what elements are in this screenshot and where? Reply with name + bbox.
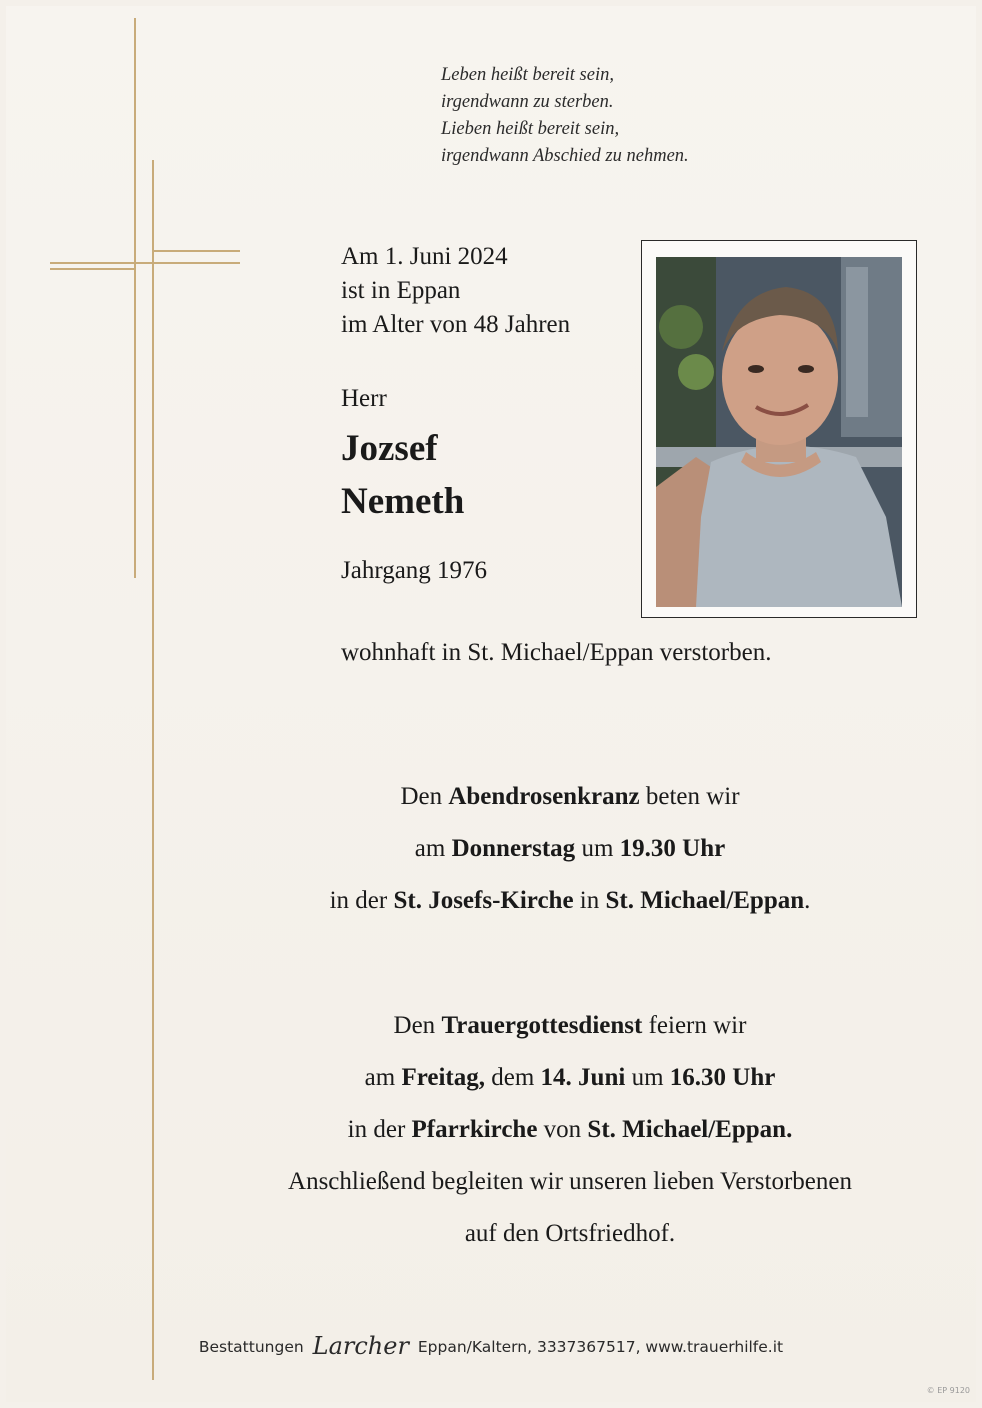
deceased-name: [341, 422, 464, 528]
text: Den: [400, 783, 449, 810]
text: .: [804, 887, 811, 914]
text: beten wir: [639, 783, 740, 810]
event-day: Donnerstag: [451, 835, 576, 862]
text: um: [625, 1064, 670, 1091]
portrait-frame: [641, 240, 917, 618]
funeral-announcement: [160, 1000, 980, 1260]
event-date: 14. Juni: [540, 1064, 626, 1091]
church-name: Pfarrkirche: [411, 1116, 538, 1143]
undertaker-logo: Larcher: [312, 1332, 409, 1360]
first-name: Jozsef: [341, 428, 438, 469]
portrait-photo: [656, 257, 902, 607]
text: in der: [329, 887, 394, 914]
verse-line: Leben heißt bereit sein,: [441, 65, 614, 85]
residence-line: wohnhaft in St. Michael/Eppan verstorben.: [341, 639, 772, 666]
text: von: [537, 1116, 588, 1143]
event-name: Abendrosenkranz: [448, 783, 640, 810]
footer-contact: Eppan/Kaltern, 3337367517, www.trauerhilfe.it: [417, 1338, 784, 1356]
print-code: © EP 9120: [926, 1386, 970, 1395]
undertaker-footer: [0, 1330, 982, 1358]
death-notice-intro: [341, 240, 570, 342]
text: am: [364, 1064, 402, 1091]
text: dem: [485, 1064, 541, 1091]
text: um: [575, 835, 620, 862]
footer-prefix: Bestattungen: [198, 1338, 304, 1356]
text: feiern wir: [642, 1012, 747, 1039]
rosary-line-1: [160, 771, 980, 823]
place-name: St. Michael/Eppan: [605, 887, 805, 914]
funeral-line-4: Anschließend begleiten wir unseren lieben Verstorbenen: [288, 1168, 852, 1195]
verse-line: irgendwann zu sterben.: [441, 92, 614, 112]
date-of-death: Am 1. Juni 2024: [341, 243, 508, 270]
event-name: Trauergottesdienst: [441, 1012, 643, 1039]
place-name: St. Michael/Eppan.: [587, 1116, 793, 1143]
event-time: 16.30 Uhr: [669, 1064, 776, 1091]
church-name: St. Josefs-Kirche: [393, 887, 574, 914]
event-time: 19.30 Uhr: [619, 835, 726, 862]
text: am: [414, 835, 452, 862]
funeral-line-5: auf den Ortsfriedhof.: [464, 1220, 676, 1247]
funeral-line-1: [160, 1000, 980, 1052]
rosary-line-3: [160, 875, 980, 927]
memorial-verse: [441, 62, 861, 170]
rosary-announcement: [160, 771, 980, 927]
rosary-line-2: [160, 823, 980, 875]
funeral-line-3: [160, 1104, 980, 1156]
verse-line: Lieben heißt bereit sein,: [441, 119, 620, 139]
text: in: [573, 887, 606, 914]
text: Den: [393, 1012, 442, 1039]
text: in der: [347, 1116, 412, 1143]
event-day: Freitag,: [401, 1064, 485, 1091]
salutation: Herr: [341, 385, 387, 412]
verse-line: irgendwann Abschied zu nehmen.: [441, 146, 689, 166]
birth-year: Jahrgang 1976: [341, 557, 488, 584]
place-of-death: ist in Eppan: [341, 277, 461, 304]
age-at-death: im Alter von 48 Jahren: [341, 311, 571, 338]
funeral-line-2: [160, 1052, 980, 1104]
last-name: Nemeth: [341, 481, 465, 522]
